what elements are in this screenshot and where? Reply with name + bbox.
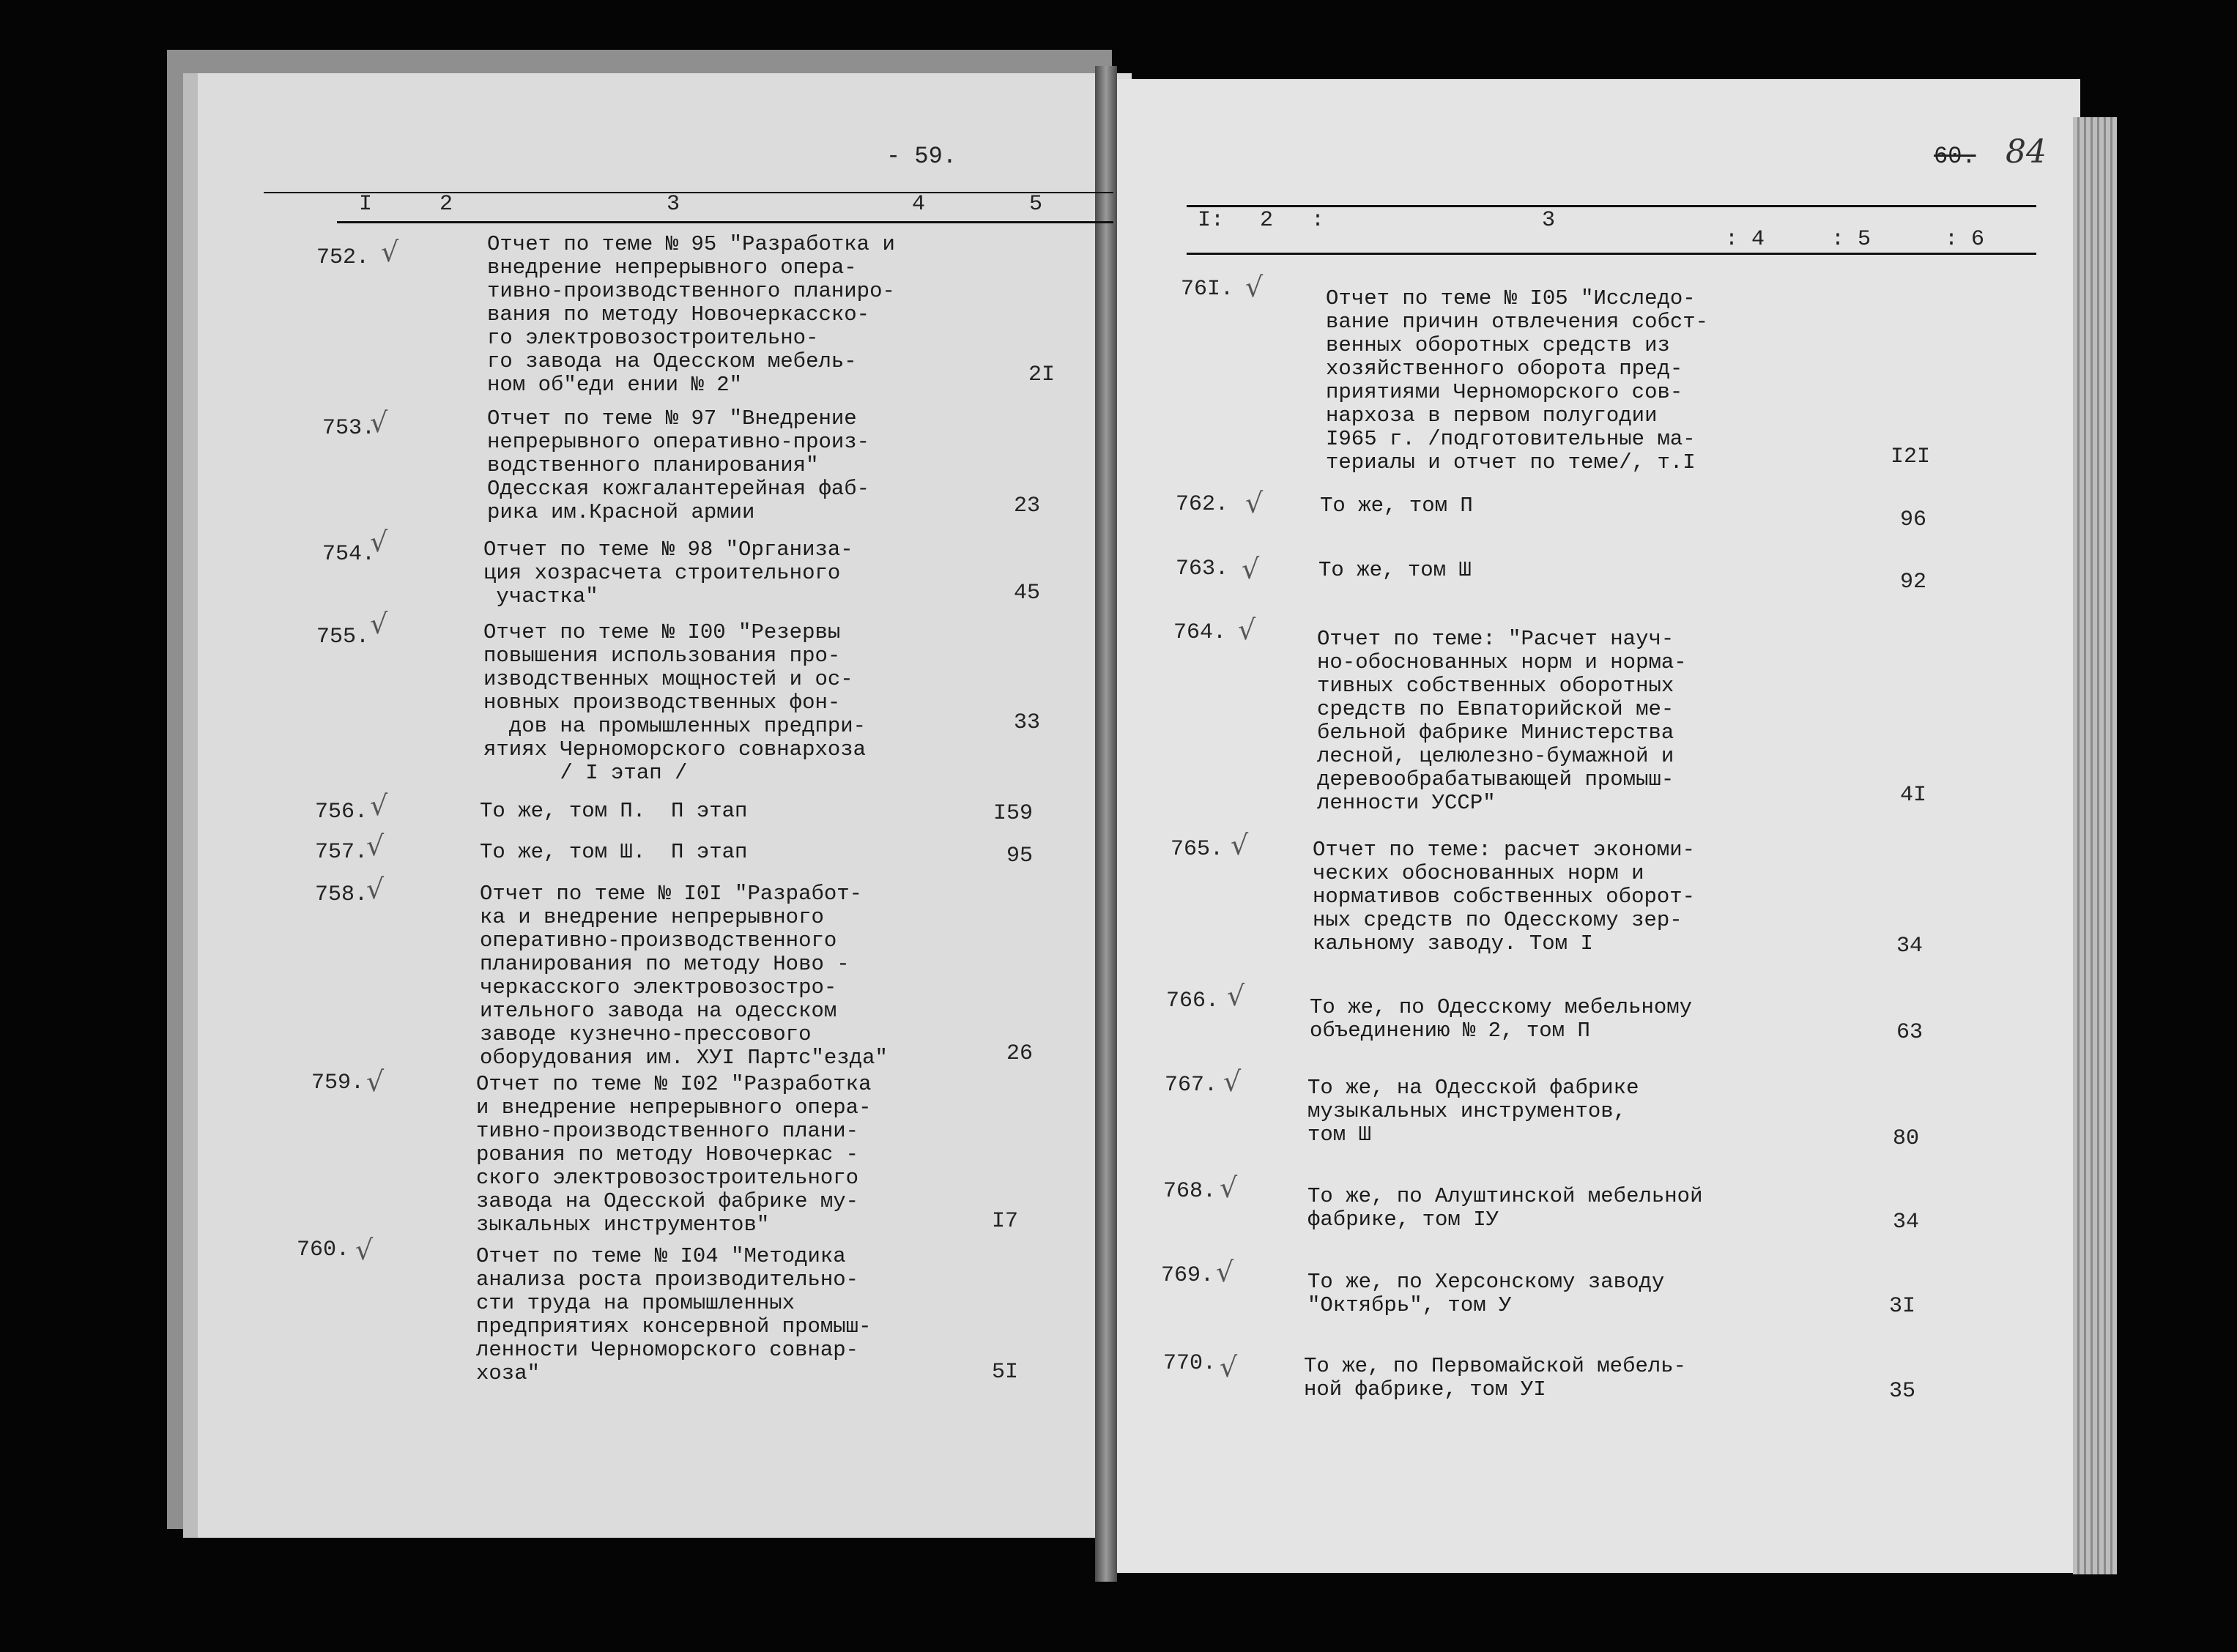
check-mark-icon: √ — [1245, 271, 1264, 303]
entry-text: Отчет по теме: "Расчет науч- но-обоснованных норм и норма- тивных собственных оборотных средств по Евпаторийской ме- бельной фабрике Министерства лесной, целюлезно-бумажной и деревообрабатывающей промыш- ленности УССР" — [1317, 627, 1687, 815]
entry-text: Отчет по теме № I0I "Разработ- ка и внедрение непрерывного оперативно-производственного планирования по методу Ново - черкасского электровозостро- ительного завода на одесском заводе кузнечно-прессового оборудования им. ХУI Партс"езда" — [480, 882, 888, 1070]
check-mark-icon: √ — [1216, 1256, 1234, 1288]
right-col-2: 2 — [1260, 208, 1274, 233]
left-col-4: 4 — [912, 192, 926, 217]
left-col-5: 5 — [1029, 192, 1043, 217]
entry-value: I59 — [993, 801, 1033, 826]
entry-number: 760. — [297, 1238, 350, 1262]
right-col-1: I: — [1198, 208, 1225, 233]
entry-number: 770. — [1163, 1351, 1217, 1376]
entry-number: 769. — [1161, 1263, 1214, 1288]
check-mark-icon: √ — [370, 526, 388, 558]
left-col-2: 2 — [439, 192, 453, 217]
entry-number: 763. — [1176, 557, 1229, 581]
right-col-5: : 5 — [1831, 227, 1871, 252]
entry-value: 23 — [1013, 494, 1040, 518]
entry-text: Отчет по теме: расчет экономи- ческих обоснованных норм и нормативов собственных оборот- ных средств по Одесскому зер- кальному заводу. Том I — [1313, 838, 1696, 956]
entry-value: I7 — [991, 1209, 1018, 1234]
entry-number: 754. — [322, 542, 376, 567]
entry-text: Отчет по теме № I04 "Методика анализа роста производительно- сти труда на промышленных предприятиях консервной промыш- ленности Черноморского совнар- хоза" — [476, 1244, 872, 1385]
entry-text: То же, том Ш — [1318, 558, 1472, 582]
entry-value: 35 — [1888, 1379, 1915, 1404]
check-mark-icon: √ — [366, 830, 385, 862]
entry-value: 92 — [1899, 570, 1926, 595]
entry-value: 4I — [1899, 783, 1926, 808]
check-mark-icon: √ — [1242, 553, 1260, 585]
right-page-number: 60. — [1934, 143, 1976, 170]
entry-number: 755. — [316, 625, 370, 650]
check-mark-icon: √ — [370, 608, 388, 640]
entry-number: 753. — [322, 416, 376, 441]
entry-value: 3I — [1888, 1294, 1915, 1319]
left-page-number: - 59. — [886, 143, 957, 170]
check-mark-icon: √ — [1227, 980, 1245, 1012]
page-edges — [2073, 117, 2117, 1574]
right-col-4: : 4 — [1725, 227, 1765, 252]
left-col-3: 3 — [667, 192, 680, 217]
entry-number: 758. — [315, 882, 368, 907]
right-col-6: : 6 — [1945, 227, 1985, 252]
entry-value: 5I — [991, 1360, 1018, 1385]
entry-value: 80 — [1892, 1126, 1919, 1151]
entry-value: 95 — [1006, 844, 1033, 868]
entry-text: То же, по Херсонскому заводу "Октябрь", том У — [1307, 1270, 1665, 1317]
left-header-rule-top — [264, 192, 1113, 193]
entry-number: 757. — [315, 840, 368, 865]
entry-number: 765. — [1171, 837, 1224, 862]
entry-value: 34 — [1896, 934, 1923, 959]
check-mark-icon: √ — [366, 1065, 385, 1098]
handwritten-folio-number: 84 — [2006, 133, 2047, 171]
entry-number: 764. — [1173, 620, 1227, 645]
right-col-sep: : — [1311, 208, 1325, 233]
check-mark-icon: √ — [370, 789, 388, 822]
entry-text: Отчет по теме № 98 "Организа- ция хозрасчета строительного участка" — [483, 537, 853, 609]
right-header-rule-top — [1187, 205, 2036, 207]
entry-value: 45 — [1013, 581, 1040, 606]
entry-value: 26 — [1006, 1041, 1033, 1066]
entry-number: 762. — [1176, 492, 1229, 517]
entry-value: I2I — [1890, 444, 1930, 469]
check-mark-icon: √ — [1238, 614, 1256, 646]
entry-text: То же, том П — [1320, 494, 1473, 518]
entry-text: То же, том Ш. П этап — [480, 840, 748, 864]
entry-text: То же, по Одесскому мебельному объединению № 2, том П — [1310, 995, 1693, 1043]
check-mark-icon: √ — [381, 236, 399, 268]
entry-text: Отчет по теме № I02 "Разработка и внедрение непрерывного опера- тивно-производственного плани- рования по методу Новочеркас - ского электровозостроительного завода на Одесской фабрике му- зыкальных инструментов" — [476, 1072, 872, 1237]
check-mark-icon: √ — [1223, 1065, 1242, 1098]
right-col-3: 3 — [1542, 208, 1556, 233]
right-header-rule-bottom — [1187, 253, 2036, 255]
entry-text: Отчет по теме № I00 "Резервы повышения использования про- изводственных мощностей и ос- новных производственных фон- дов на промышленных предпри- ятиях Черноморского совнархоза / I этап / — [483, 620, 867, 785]
entry-text: То же, на Одесской фабрике музыкальных инструментов, том Ш — [1307, 1076, 1639, 1147]
check-mark-icon: √ — [1220, 1351, 1238, 1383]
entry-text: То же, по Первомайской мебель- ной фабрике, том УI — [1304, 1354, 1687, 1402]
entry-value: 96 — [1899, 507, 1926, 532]
check-mark-icon: √ — [370, 406, 388, 439]
entry-number: 759. — [311, 1071, 365, 1095]
entry-number: 752. — [316, 245, 370, 270]
check-mark-icon: √ — [1231, 829, 1249, 861]
entry-text: То же, том П. П этап — [480, 799, 748, 823]
entry-text: То же, по Алуштинской мебельной фабрике, том IУ — [1307, 1184, 1703, 1232]
check-mark-icon: √ — [366, 873, 385, 905]
entry-number: 76I. — [1181, 277, 1234, 302]
entry-number: 756. — [315, 800, 368, 825]
entry-text: Отчет по теме № 95 "Разработка и внедрение непрерывного опера- тивно-производственного планиро- вания по методу Новочеркасско- го электровозостроительно- го завода на Одесском мебель- ном об"еди ении № 2" — [487, 232, 895, 397]
entry-text: Отчет по теме № I05 "Исследо- вание причин отвлечения собст- венных оборотных средств из хозяйственного оборота пред- приятиями Черноморского сов- нархоза в первом полугодии I965 г. /подготовительные ма- териалы и отчет по теме/, т.I — [1326, 286, 1709, 475]
entry-value: 33 — [1013, 710, 1040, 735]
entry-number: 767. — [1165, 1073, 1218, 1098]
check-mark-icon: √ — [355, 1234, 374, 1266]
entry-value: 2I — [1028, 362, 1055, 387]
entry-number: 766. — [1166, 989, 1220, 1013]
entry-value: 34 — [1892, 1210, 1919, 1235]
left-header-rule-bottom — [337, 221, 1113, 223]
book-spine — [1095, 66, 1117, 1582]
entry-text: Отчет по теме № 97 "Внедрение непрерывного оперативно-произ- водственного планирования" Одесская кожгалантерейная фаб- рика им.Красной армии — [487, 406, 870, 524]
left-col-1: I — [359, 192, 373, 217]
check-mark-icon: √ — [1220, 1172, 1238, 1204]
entry-value: 63 — [1896, 1020, 1923, 1045]
check-mark-icon: √ — [1245, 487, 1264, 519]
entry-number: 768. — [1163, 1179, 1217, 1204]
